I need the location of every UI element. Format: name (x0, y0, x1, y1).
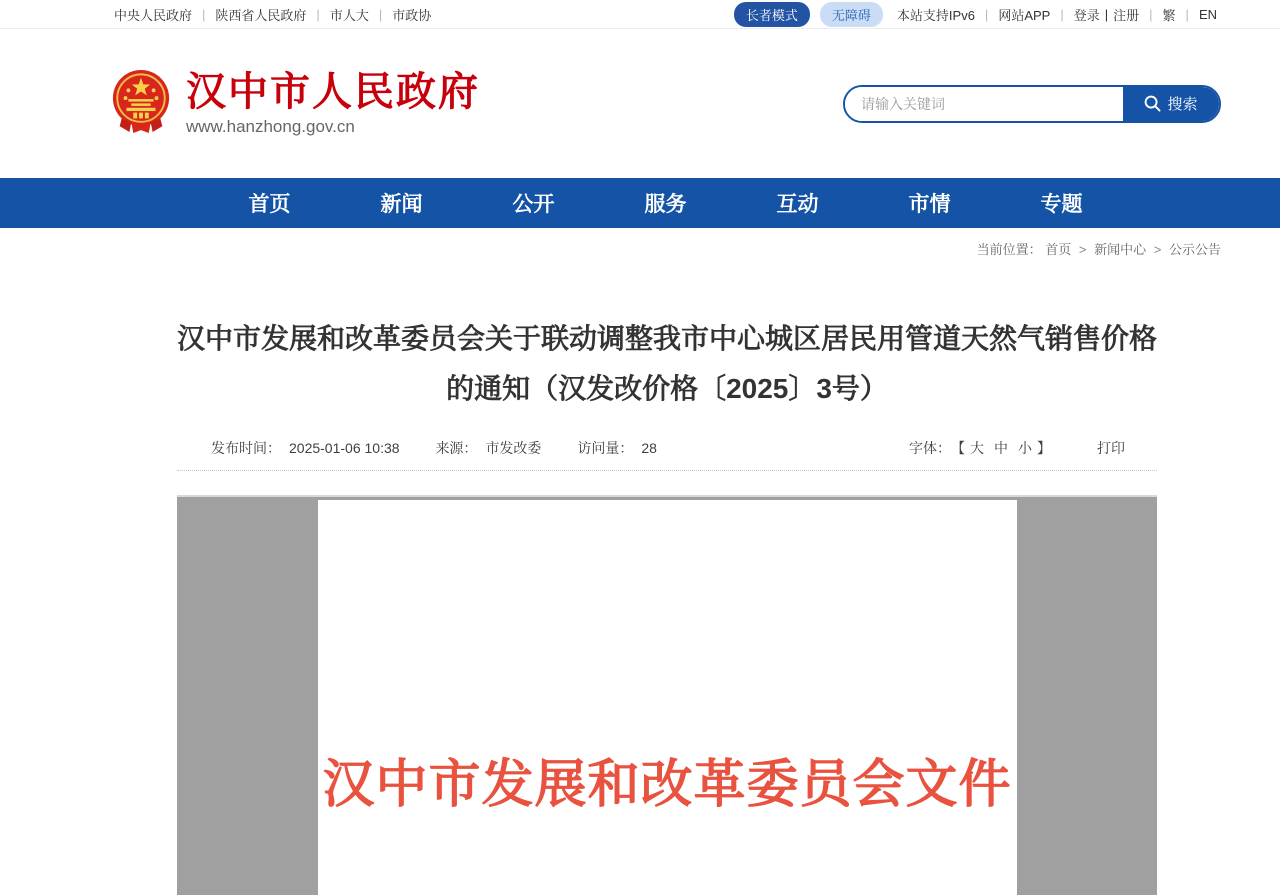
font-bracket-close: 】 (1037, 440, 1051, 456)
separator: | (1185, 6, 1189, 22)
search-button[interactable] (1123, 87, 1219, 121)
separator: | (984, 6, 989, 22)
link-city-cppcc[interactable]: 市政协 (392, 7, 432, 23)
login-link[interactable]: 登录 (1073, 7, 1100, 23)
article-meta-right (909, 438, 1125, 458)
site-title: 汉中市人民政府 (186, 70, 480, 114)
publish-time-value: 2025-01-06 10:38 (289, 440, 400, 456)
separator: | (378, 6, 383, 22)
publish-time-label: 发布时间： (211, 440, 281, 456)
nav-item-home[interactable]: 首页 (248, 193, 291, 216)
search-button-label: 搜索 (1167, 96, 1198, 113)
site-brand[interactable] (110, 68, 480, 139)
elder-mode-button[interactable]: 长者模式 (734, 2, 810, 27)
article (177, 314, 1157, 895)
views-value: 28 (641, 440, 657, 456)
font-size-medium-button[interactable]: 中 (994, 440, 1008, 456)
views-label: 访问量： (577, 440, 634, 456)
article-meta-left (211, 438, 665, 458)
register-link[interactable]: 注册 (1113, 7, 1140, 23)
print-button[interactable]: 打印 (1097, 440, 1125, 456)
breadcrumb-home[interactable]: 首页 (1045, 242, 1072, 257)
font-bracket-open: 【 (951, 440, 965, 456)
document-page (318, 500, 1017, 895)
main-navigation (0, 178, 1280, 228)
site-header (110, 29, 1221, 178)
separator: | (1104, 6, 1109, 22)
link-central-government[interactable]: 中央人民政府 (114, 7, 193, 23)
accessibility-button[interactable]: 无障碍 (820, 2, 883, 27)
breadcrumb-separator: > (1153, 242, 1162, 257)
breadcrumb-public-notices[interactable]: 公示公告 (1168, 242, 1221, 257)
topbar-left-links (110, 5, 435, 24)
separator: | (202, 6, 206, 22)
font-size-small-button[interactable]: 小 (1018, 440, 1032, 456)
link-city-peoples-congress[interactable]: 市人大 (329, 7, 369, 23)
font-size-large-button[interactable]: 大 (970, 440, 984, 456)
nav-item-city-info[interactable]: 市情 (908, 193, 951, 216)
separator: | (1149, 6, 1153, 22)
breadcrumb-news-center[interactable]: 新闻中心 (1094, 242, 1147, 257)
traditional-chinese-link[interactable]: 繁 (1162, 7, 1176, 23)
breadcrumb-label: 当前位置： (976, 242, 1042, 257)
national-emblem-logo (110, 68, 172, 139)
font-size-label: 字体： (909, 440, 951, 456)
separator: | (1060, 6, 1064, 22)
nav-item-special-topics[interactable]: 专题 (1040, 193, 1083, 216)
nav-item-interaction[interactable]: 互动 (776, 193, 819, 216)
nav-item-news[interactable]: 新闻 (380, 193, 423, 216)
ipv6-label: 本站支持IPv6 (896, 7, 975, 23)
article-meta-row (177, 438, 1157, 471)
source-label: 来源： (435, 440, 478, 456)
website-app-link[interactable]: 网站APP (998, 7, 1051, 23)
article-title: 汉中市发展和改革委员会关于联动调整我市中心城区居民用管道天然气销售价格的通知（汉发改价格〔2025〕3号） (177, 323, 1158, 404)
scanned-document-image (177, 495, 1157, 895)
document-banner-text: 汉中市发展和改革委员会文件 (322, 757, 1012, 814)
nav-item-disclosure[interactable]: 公开 (512, 193, 555, 216)
search-input[interactable] (845, 87, 1123, 121)
link-shaanxi-government[interactable]: 陕西省人民政府 (215, 7, 307, 23)
site-search (843, 85, 1221, 123)
separator: | (316, 6, 320, 22)
breadcrumb-separator: > (1078, 242, 1087, 257)
breadcrumb (110, 228, 1221, 258)
topbar-right-links (734, 2, 1221, 27)
top-utility-bar (0, 0, 1280, 29)
search-icon (1144, 95, 1161, 112)
site-url: www.hanzhong.gov.cn (186, 117, 355, 136)
source-value: 市发改委 (485, 440, 542, 456)
nav-item-services[interactable]: 服务 (644, 193, 687, 216)
english-link[interactable]: EN (1198, 6, 1217, 22)
